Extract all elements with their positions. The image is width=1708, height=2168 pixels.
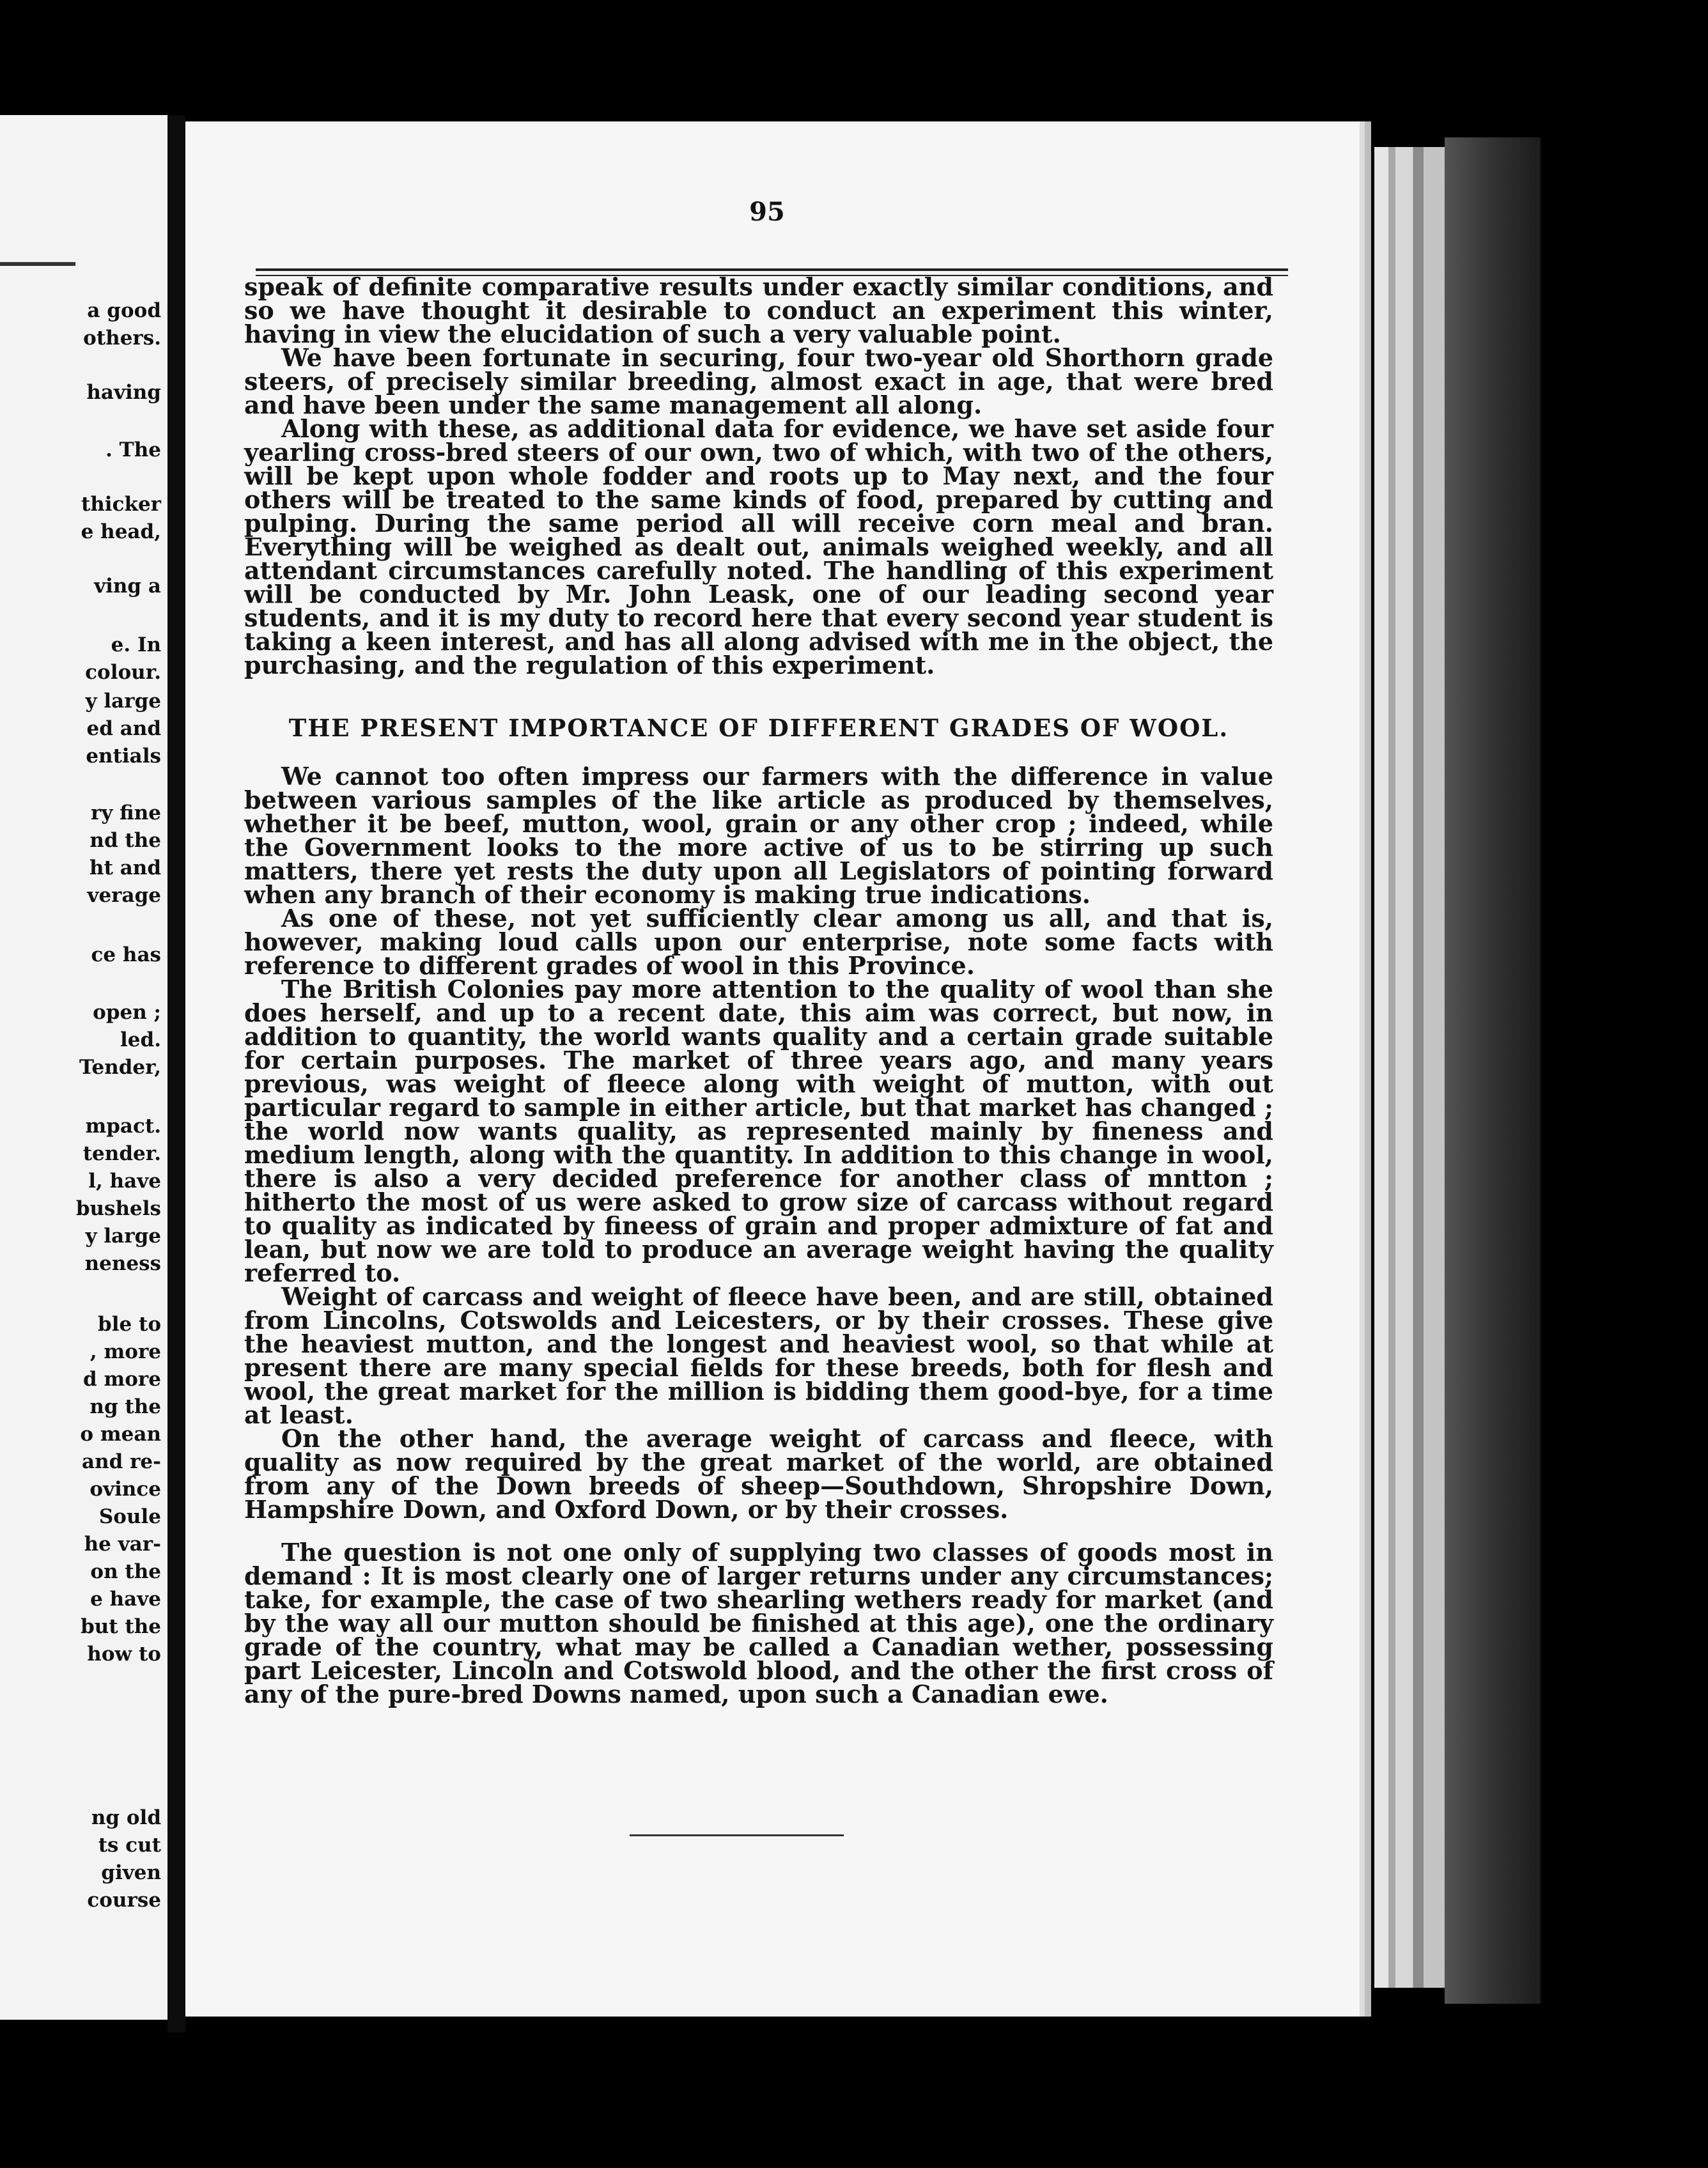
left-page-line: tender. — [82, 1142, 161, 1165]
left-page-line: . The — [105, 438, 161, 461]
left-page-line: colour. — [85, 661, 161, 684]
page-body — [244, 272, 1273, 1708]
left-page-line: l, have — [88, 1170, 161, 1193]
left-page-line: verage — [87, 884, 161, 907]
left-page-line: led. — [120, 1028, 161, 1051]
left-page-line: a good — [87, 299, 161, 322]
section-heading: THE PRESENT IMPORTANCE OF DIFFERENT GRADES OF WOOL. — [288, 714, 1229, 742]
left-page-line: nd the — [89, 829, 161, 852]
paragraph: Weight of carcass and weight of fleece have been, and are still, obtained from Lincolns, Cotswolds and Leicesters, or by their crosses. These give the heaviest mutton, and the longest and heaviest wool, so that while at present there are many special fields for these breeds, both for flesh and wool, the great market for the million is bidding them good-bye, for a time at least. — [244, 1282, 1273, 1429]
left-page-line: d more — [82, 1368, 161, 1391]
left-page-line: ng the — [89, 1395, 161, 1418]
paragraph: We cannot too often impress our farmers with the difference in value between various samples of the like article as produced by themselves, whether it be beef, mutton, wool, grain or any other crop ; indeed, while the Government looks to the more active of us to be stirring up such matters, there yet rests the duty upon all Legislators of pointing forward when any branch of their economy is making true indications. — [244, 762, 1273, 909]
left-page-line: course — [87, 1889, 161, 1912]
left-page-line: neness — [84, 1252, 161, 1275]
left-page-line: ovince — [89, 1478, 161, 1501]
left-page-line: y large — [85, 690, 161, 713]
left-page-line: thicker — [81, 493, 161, 516]
left-page-line: on the — [90, 1560, 161, 1583]
book-gutter — [167, 115, 185, 2033]
left-page-line: others. — [83, 327, 161, 350]
left-page-line: and re- — [81, 1450, 161, 1473]
left-page-line: Tender, — [79, 1056, 161, 1079]
left-page-line: ce has — [91, 943, 161, 966]
left-page-line: e have — [90, 1588, 161, 1611]
book-cover-edge — [1445, 137, 1541, 2004]
left-page-line: ry fine — [91, 801, 161, 825]
left-page-line: o mean — [80, 1423, 161, 1446]
left-page-line: he var- — [84, 1533, 161, 1556]
left-page-line: ht and — [89, 856, 161, 879]
left-page-line: ng old — [91, 1806, 161, 1829]
left-page-line: Soule — [98, 1505, 161, 1528]
paragraph: On the other hand, the average weight of carcass and fleece, with quality as now required by the great market of the world, are obtained from any of the Down breeds of sheep—Southdown, Shropshire Down, Hampshire Down, and Oxford Down, or by their crosses. — [244, 1424, 1273, 1524]
paragraph: The question is not one only of supplying two classes of goods most in demand : It is most clearly one of larger returns under any circumstances; take, for example, the case of two shearling wethers ready for market (and by the way all our mutton should be finished at this age), one the ordinary grade of the country, what may be called a Canadian wether, possessing part Leicester, Lincoln and Cotswold blood, and the other the first cross of any of the pure-bred Downs named, upon such a Canadian ewe. — [244, 1538, 1273, 1708]
paragraph: As one of these, not yet sufficiently clear among us all, and that is, however, making loud calls upon our enterprise, note some facts with reference to different grades of wool in this Province. — [244, 904, 1273, 980]
paragraph: We have been fortunate in securing, four two-year old Shorthorn grade steers, of precisely similar breeding, almost exact in age, that were bred and have been under the same management all along. — [244, 343, 1273, 419]
left-page-line: mpact. — [85, 1115, 161, 1138]
left-page-line: ving a — [94, 575, 161, 598]
left-page-line: e. In — [111, 633, 161, 656]
left-page-line: how to — [87, 1643, 161, 1666]
left-page-line: , more — [89, 1340, 161, 1363]
left-page-line: having — [86, 381, 161, 404]
page-edges — [1374, 147, 1445, 1988]
left-page-line: ts cut — [98, 1834, 161, 1857]
left-page-line: entials — [86, 745, 161, 768]
left-page-line: bushels — [75, 1197, 161, 1220]
end-rule — [630, 1834, 844, 1836]
left-page-line: open ; — [93, 1001, 161, 1024]
paragraph: speak of definite comparative results under exactly similar conditions, and so we have thought it desirable to conduct an experiment this winter, having in view the elucidation of such a very valuable point. — [244, 272, 1273, 348]
page-number: 95 — [749, 197, 785, 227]
left-page-line: ble to — [98, 1313, 161, 1336]
left-page-line: but the — [81, 1615, 161, 1638]
left-page-line: given — [101, 1861, 161, 1884]
paragraph: Along with these, as additional data for evidence, we have set aside four yearling cross-bred steers of our own, two of which, with two of the others, will be kept upon whole fodder and roots up to May next, and the four others will be treated to the same kinds of food, prepared by cutting and pulping. During the same period all will receive corn meal and bran. Everything will be weighed as dealt out, animals weighed weekly, and all attendant circumstances carefully noted. The handling of this experiment will be conducted by Mr. John Leask, one of our leading second year students, and it is my duty to record here that every second year student is taking a keen interest, and has all along advised with me in the object, the purchasing, and the regulation of this experiment. — [244, 414, 1273, 679]
left-page-line: y large — [85, 1225, 161, 1248]
left-page-line: e head, — [81, 520, 161, 543]
left-page-line: ed and — [86, 717, 161, 740]
paragraph: The British Colonies pay more attention to the quality of wool than she does herself, and up to a recent date, this aim was correct, but now, in addition to quantity, the world wants quality and a certain grade suitable for certain purposes. The market of three years ago, and many years previous, was weight of fleece along with weight of mutton, with out particular regard to sample in either article, but that market has changed ; the world now wants quality, as represented mainly by fineness and medium length, along with the quantity. In addition to this change in wool, there is also a very decided preference for another class of mntton ; hitherto the most of us were asked to grow size of carcass without regard to quality as indicated by fineess of grain and proper admixture of fat and lean, but now we are told to produce an average weight having the quality referred to. — [244, 975, 1273, 1287]
left-page-rule — [0, 262, 75, 266]
